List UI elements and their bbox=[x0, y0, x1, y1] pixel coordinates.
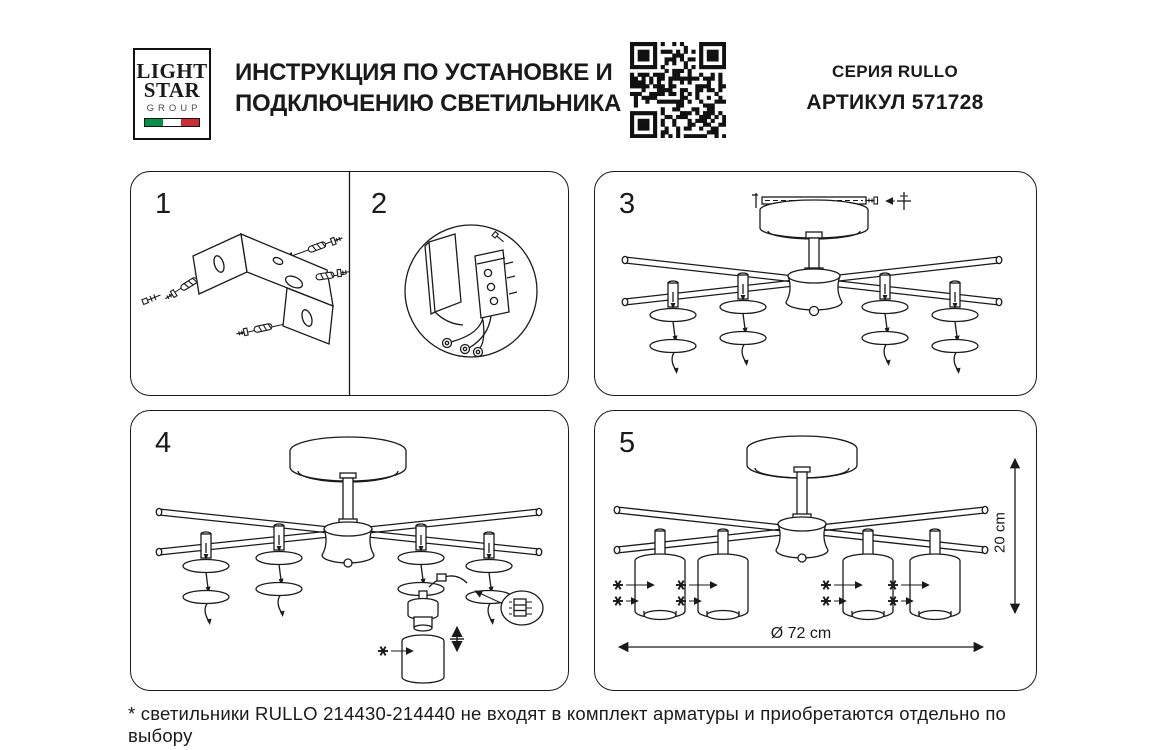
frame-assembly-diagram bbox=[595, 172, 1036, 395]
panel-step-5 bbox=[594, 410, 1037, 691]
series-label: СЕРИЯ RULLO bbox=[832, 62, 958, 81]
assembled-fixture-diagram bbox=[595, 411, 1036, 690]
title-line-2: ПОДКЛЮЧЕНИЮ СВЕТИЛЬНИКА bbox=[235, 90, 622, 117]
step-number-4: 4 bbox=[155, 427, 172, 459]
logo-word-light: LIGHT bbox=[136, 58, 208, 83]
panel-step-3 bbox=[594, 171, 1037, 396]
shade-connection-diagram bbox=[131, 411, 568, 690]
flag-green-segment bbox=[145, 119, 163, 126]
title-line-1: ИНСТРУКЦИЯ ПО УСТАНОВКЕ И bbox=[235, 59, 613, 86]
page-title bbox=[235, 57, 621, 119]
step-number-3: 3 bbox=[619, 188, 636, 220]
panel-step-4 bbox=[130, 410, 569, 691]
panel-steps-1-2 bbox=[130, 171, 569, 396]
step-number-5: 5 bbox=[619, 427, 636, 459]
step-number-1: 1 bbox=[155, 188, 172, 220]
flag-white-segment bbox=[163, 119, 181, 126]
footnote: * светильники RULLO 214430-214440 не входят в комплект арматуры и приобретаются отдельно по выбору bbox=[128, 703, 1007, 746]
bracket-and-wiring-diagram bbox=[131, 172, 568, 395]
height-dimension-label: 20 cm bbox=[991, 512, 1009, 553]
step-number-2: 2 bbox=[371, 188, 388, 220]
logo-word-group: GROUP bbox=[146, 102, 202, 114]
flag-red-segment bbox=[181, 119, 199, 126]
diameter-dimension-label: Ø 72 cm bbox=[770, 625, 832, 642]
product-identity bbox=[790, 62, 1000, 115]
lightstar-logo bbox=[133, 48, 211, 140]
qr-code-icon bbox=[630, 42, 726, 138]
italian-flag bbox=[144, 118, 200, 127]
article-label: АРТИКУЛ 571728 bbox=[806, 91, 984, 114]
logo-word-star: STAR bbox=[143, 77, 201, 102]
